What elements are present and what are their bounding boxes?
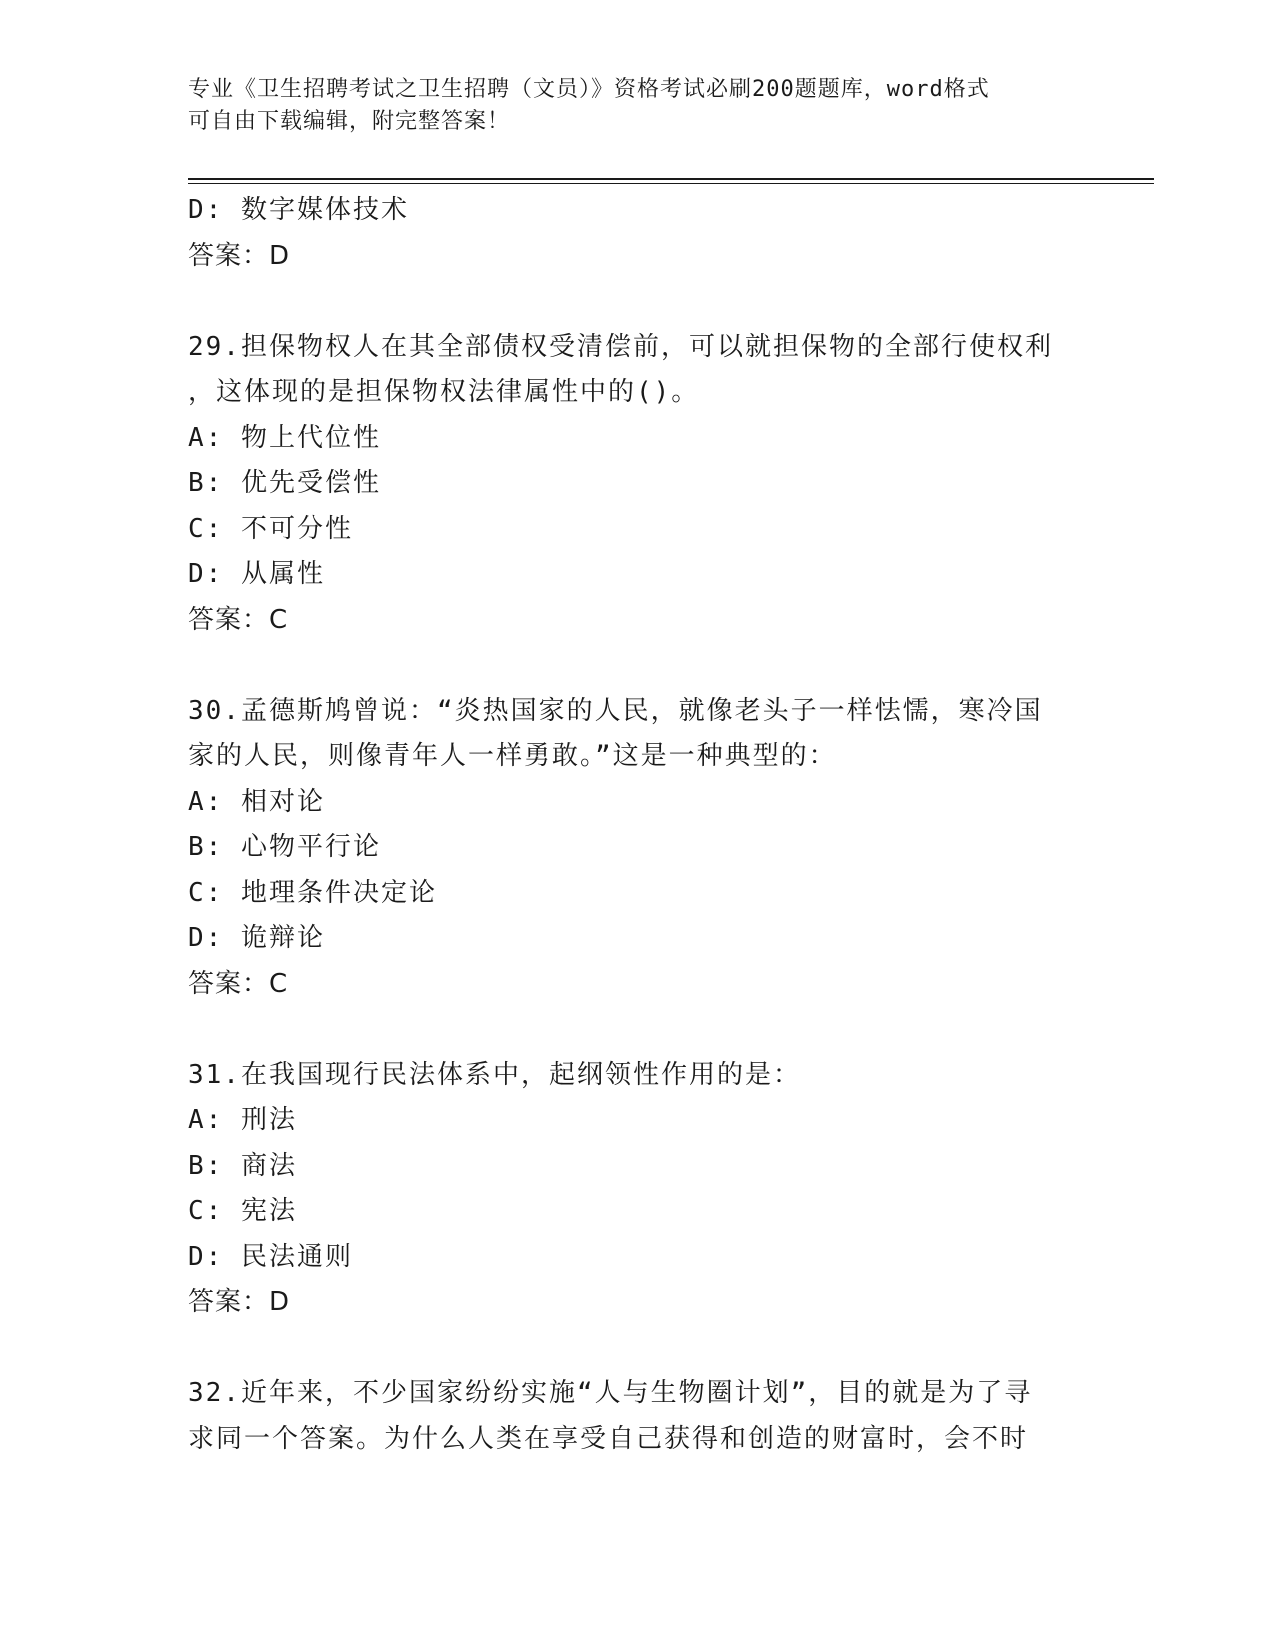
option-c: C: 宪法 — [188, 1196, 297, 1226]
header-line-2: 可自由下载编辑，附完整答案！ — [188, 109, 511, 134]
question-30 — [188, 689, 1088, 1008]
question-text: 29.担保物权人在其全部债权受清偿前，可以就担保物的全部行使权利 — [188, 331, 1053, 362]
spacer — [188, 1326, 1088, 1372]
answer-line: 答案：D — [188, 240, 291, 271]
question-text-continued: ，这体现的是担保物权法律属性中的()。 — [188, 377, 700, 407]
header-line-1: 专业《卫生招聘考试之卫生招聘（文员）》资格考试必刷200题题库，word格式 — [188, 77, 990, 102]
option-c: C: 不可分性 — [188, 513, 353, 544]
option-d: D: 诡辩论 — [188, 923, 325, 953]
option-d: D: 数字媒体技术 — [188, 195, 409, 225]
option-d: D: 民法通则 — [188, 1241, 353, 1272]
header-rule-thin — [188, 183, 1154, 184]
option-a: A: 刑法 — [188, 1105, 297, 1135]
spacer — [188, 643, 1088, 689]
answer-line: 答案：C — [188, 968, 289, 999]
option-b: B: 心物平行论 — [188, 832, 381, 862]
option-c: C: 地理条件决定论 — [188, 877, 437, 908]
option-d: D: 从属性 — [188, 559, 325, 589]
spacer — [188, 1007, 1088, 1053]
question-text-continued: 家的人民，则像青年人一样勇敢。”这是一种典型的： — [188, 741, 837, 771]
question-content — [188, 188, 1088, 1462]
answer-line: 答案：C — [188, 604, 289, 635]
document-header — [188, 74, 1088, 138]
option-b: B: 优先受偿性 — [188, 468, 381, 498]
question-text: 32.近年来，不少国家纷纷实施“人与生物圈计划”，目的就是为了寻 — [188, 1378, 1033, 1408]
option-b: B: 商法 — [188, 1150, 297, 1181]
question-text: 31.在我国现行民法体系中，起纲领性作用的是： — [188, 1059, 801, 1090]
question-text-continued: 求同一个答案。为什么人类在享受自己获得和创造的财富时，会不时 — [188, 1423, 1029, 1454]
spacer — [188, 279, 1088, 325]
option-a: A: 物上代位性 — [188, 422, 381, 453]
header-rule-thick — [188, 178, 1154, 180]
option-a: A: 相对论 — [188, 786, 325, 817]
answer-line: 答案：D — [188, 1287, 291, 1317]
question-32 — [188, 1371, 1088, 1462]
question-31 — [188, 1053, 1088, 1326]
question-text: 30.孟德斯鸠曾说：“炎热国家的人民，就像老头子一样怯懦，寒冷国 — [188, 695, 1043, 726]
question-29 — [188, 325, 1088, 644]
